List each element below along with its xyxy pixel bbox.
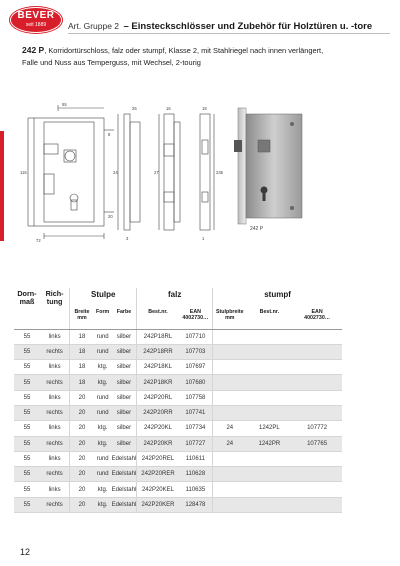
- col-sub-form: Form: [94, 307, 112, 329]
- cell-ean-stumpf: [292, 482, 342, 497]
- cell-breite: 20: [70, 436, 94, 451]
- table-row: [14, 360, 342, 375]
- cell-richtung: rechts: [40, 344, 70, 359]
- dim-label: 18: [202, 106, 207, 111]
- cell-richtung: links: [40, 451, 70, 466]
- cell-bestnr-stumpf: [247, 344, 293, 359]
- cell-form: ktg.: [94, 436, 112, 451]
- cell-form: ktg.: [94, 421, 112, 436]
- cell-ean-falz: 110635: [179, 482, 213, 497]
- cell-stulpbreite: [213, 482, 247, 497]
- cell-ean-stumpf: [292, 405, 342, 420]
- col-header-stulpe: Stulpe: [70, 288, 137, 307]
- table-row: [14, 329, 342, 344]
- cell-richtung: links: [40, 421, 70, 436]
- cell-dornmass: 55: [14, 329, 40, 344]
- cell-stulpbreite: [213, 375, 247, 390]
- cell-farbe: Edelstahl: [112, 451, 137, 466]
- dim-label: 55: [62, 102, 67, 107]
- cell-richtung: rechts: [40, 375, 70, 390]
- col-sub-farbe: Farbe: [112, 307, 137, 329]
- cell-bestnr-stumpf: [247, 497, 293, 512]
- cell-breite: 18: [70, 329, 94, 344]
- cell-richtung: rechts: [40, 467, 70, 482]
- photo-label: 242 P: [250, 226, 264, 232]
- cell-stulpbreite: 24: [213, 436, 247, 451]
- cell-bestnr-stumpf: [247, 329, 293, 344]
- header-title: – Einsteckschlösser und Zubehör für Holztüren u. -tore: [123, 21, 373, 32]
- cell-stulpbreite: [213, 451, 247, 466]
- dim-label: 8: [108, 132, 111, 137]
- col-sub-bestnr-stumpf: Best.nr.: [247, 307, 293, 329]
- cell-bestnr-stumpf: [247, 482, 293, 497]
- cell-stulpbreite: [213, 360, 247, 375]
- cell-farbe: silber: [112, 405, 137, 420]
- table-row: [14, 375, 342, 390]
- cell-ean-stumpf: [292, 497, 342, 512]
- cell-form: rund: [94, 405, 112, 420]
- cell-bestnr-stumpf: [247, 451, 293, 466]
- cell-bestnr-falz: 242P20KR: [137, 436, 179, 451]
- bever-logo: [10, 7, 62, 37]
- cell-richtung: rechts: [40, 497, 70, 512]
- cell-farbe: silber: [112, 390, 137, 405]
- cell-ean-stumpf: 107765: [292, 436, 342, 451]
- cell-ean-falz: 107703: [179, 344, 213, 359]
- cell-bestnr-falz: 242P20RER: [137, 467, 179, 482]
- section-tab-marker: [0, 131, 4, 241]
- col-sub-bestnr-falz: Best.nr.: [137, 307, 179, 329]
- cell-bestnr-falz: 242P18RL: [137, 329, 179, 344]
- cell-form: rund: [94, 344, 112, 359]
- cell-bestnr-stumpf: [247, 360, 293, 375]
- product-intro: [22, 45, 392, 68]
- cell-stulpbreite: 24: [213, 421, 247, 436]
- cell-ean-falz: 107741: [179, 405, 213, 420]
- logo-name: BEVER: [17, 10, 55, 21]
- cell-bestnr-stumpf: [247, 467, 293, 482]
- cell-stulpbreite: [213, 467, 247, 482]
- dim-label: 27: [154, 170, 159, 175]
- cell-breite: 20: [70, 482, 94, 497]
- dim-label: 16: [166, 106, 171, 111]
- cell-breite: 20: [70, 405, 94, 420]
- cell-form: ktg.: [94, 375, 112, 390]
- dim-label: 116: [20, 170, 27, 175]
- cell-form: rund: [94, 390, 112, 405]
- table-row: [14, 421, 342, 436]
- cell-bestnr-stumpf: [247, 390, 293, 405]
- cell-breite: 20: [70, 497, 94, 512]
- intro-line-1: , Korridortürschloss, falz oder stumpf, Klasse 2, mit Stahlriegel nach innen verlängert,: [44, 46, 324, 55]
- cell-bestnr-falz: 242P20KER: [137, 497, 179, 512]
- dim-label: 235: [216, 170, 223, 175]
- table-row: [14, 344, 342, 359]
- cell-ean-stumpf: [292, 375, 342, 390]
- col-header-dornmass: Dorn- maß: [14, 288, 40, 329]
- cell-ean-stumpf: [292, 451, 342, 466]
- header-gruppe: Art. Gruppe 2: [68, 21, 120, 31]
- table-row: [14, 451, 342, 466]
- cell-bestnr-falz: 242P18KL: [137, 360, 179, 375]
- dim-label: 3: [126, 236, 129, 241]
- table-row: [14, 467, 342, 482]
- cell-bestnr-stumpf: 1242PR: [247, 436, 293, 451]
- page-header: [68, 16, 394, 30]
- col-sub-ean-stumpf: EAN 4002730…: [292, 307, 342, 329]
- cell-farbe: silber: [112, 360, 137, 375]
- cell-ean-falz: 110628: [179, 467, 213, 482]
- cell-farbe: silber: [112, 436, 137, 451]
- cell-breite: 18: [70, 360, 94, 375]
- cell-dornmass: 55: [14, 436, 40, 451]
- cell-richtung: links: [40, 390, 70, 405]
- col-header-richtung: Rich- tung: [40, 288, 70, 329]
- cell-farbe: silber: [112, 421, 137, 436]
- cell-ean-falz: 107758: [179, 390, 213, 405]
- cell-richtung: links: [40, 360, 70, 375]
- cell-richtung: links: [40, 329, 70, 344]
- cell-richtung: rechts: [40, 436, 70, 451]
- cell-form: ktg.: [94, 482, 112, 497]
- header-divider: [68, 33, 390, 34]
- cell-farbe: silber: [112, 344, 137, 359]
- cell-ean-falz: 107680: [179, 375, 213, 390]
- cell-stulpbreite: [213, 390, 247, 405]
- logo-subtitle: seit 1889: [25, 22, 47, 28]
- cell-farbe: Edelstahl: [112, 482, 137, 497]
- cell-breite: 20: [70, 451, 94, 466]
- cell-ean-stumpf: [292, 360, 342, 375]
- cell-ean-stumpf: [292, 329, 342, 344]
- cell-bestnr-falz: 242P20KL: [137, 421, 179, 436]
- cell-bestnr-falz: 242P20KEL: [137, 482, 179, 497]
- page-number: 12: [20, 547, 31, 557]
- cell-form: ktg.: [94, 497, 112, 512]
- cell-bestnr-falz: 242P20RR: [137, 405, 179, 420]
- cell-ean-stumpf: 107772: [292, 421, 342, 436]
- cell-dornmass: 55: [14, 467, 40, 482]
- cell-breite: 20: [70, 421, 94, 436]
- col-sub-ean-falz: EAN 4002730…: [179, 307, 213, 329]
- cell-dornmass: 55: [14, 421, 40, 436]
- lock-product-photo: [222, 104, 312, 244]
- dim-label: 25: [132, 106, 137, 111]
- cell-bestnr-falz: 242P20RL: [137, 390, 179, 405]
- cell-breite: 20: [70, 390, 94, 405]
- col-header-stumpf: stumpf: [213, 288, 342, 307]
- cell-form: ktg.: [94, 360, 112, 375]
- table-row: [14, 405, 342, 420]
- cell-ean-stumpf: [292, 467, 342, 482]
- dim-label: 72: [36, 238, 41, 243]
- dim-label: 1: [202, 236, 205, 241]
- cell-stulpbreite: [213, 329, 247, 344]
- cell-ean-falz: 107727: [179, 436, 213, 451]
- col-sub-stulpbreite: Stulpbreite mm: [213, 307, 247, 329]
- table-row: [14, 497, 342, 512]
- cell-form: rund: [94, 467, 112, 482]
- cell-dornmass: 55: [14, 497, 40, 512]
- cell-dornmass: 55: [14, 451, 40, 466]
- intro-line-2: Falle und Nuss aus Temperguss, mit Wechsel, 2-tourig: [22, 57, 201, 67]
- table-row: [14, 482, 342, 497]
- table-row: [14, 436, 342, 451]
- cell-ean-falz: 107734: [179, 421, 213, 436]
- cell-breite: 18: [70, 344, 94, 359]
- cell-dornmass: 55: [14, 390, 40, 405]
- cell-bestnr-falz: 242P18RR: [137, 344, 179, 359]
- cell-ean-falz: 110611: [179, 451, 213, 466]
- article-table: [14, 288, 342, 513]
- cell-bestnr-stumpf: [247, 375, 293, 390]
- cell-richtung: rechts: [40, 405, 70, 420]
- cell-bestnr-falz: 242P20REL: [137, 451, 179, 466]
- col-sub-breite: Breite mm: [70, 307, 94, 329]
- cell-bestnr-stumpf: 1242PL: [247, 421, 293, 436]
- cell-bestnr-stumpf: [247, 405, 293, 420]
- table-row: [14, 390, 342, 405]
- cell-farbe: Edelstahl: [112, 467, 137, 482]
- col-header-falz: falz: [137, 288, 213, 307]
- cell-breite: 18: [70, 375, 94, 390]
- dim-label: 20: [108, 214, 113, 219]
- cell-form: rund: [94, 451, 112, 466]
- cell-ean-falz: 107697: [179, 360, 213, 375]
- cell-stulpbreite: [213, 497, 247, 512]
- cell-ean-falz: 128478: [179, 497, 213, 512]
- cell-breite: 20: [70, 467, 94, 482]
- cell-ean-falz: 107710: [179, 329, 213, 344]
- cell-ean-stumpf: [292, 344, 342, 359]
- cell-ean-stumpf: [292, 390, 342, 405]
- cell-farbe: silber: [112, 329, 137, 344]
- cell-farbe: silber: [112, 375, 137, 390]
- cell-bestnr-falz: 242P18KR: [137, 375, 179, 390]
- cell-dornmass: 55: [14, 405, 40, 420]
- cell-dornmass: 55: [14, 482, 40, 497]
- cell-stulpbreite: [213, 344, 247, 359]
- cell-richtung: links: [40, 482, 70, 497]
- cell-dornmass: 55: [14, 375, 40, 390]
- dim-label: 24: [113, 170, 118, 175]
- cell-farbe: Edelstahl: [112, 497, 137, 512]
- cell-dornmass: 55: [14, 360, 40, 375]
- cell-stulpbreite: [213, 405, 247, 420]
- cell-dornmass: 55: [14, 344, 40, 359]
- cell-form: rund: [94, 329, 112, 344]
- product-model: 242 P: [22, 45, 45, 55]
